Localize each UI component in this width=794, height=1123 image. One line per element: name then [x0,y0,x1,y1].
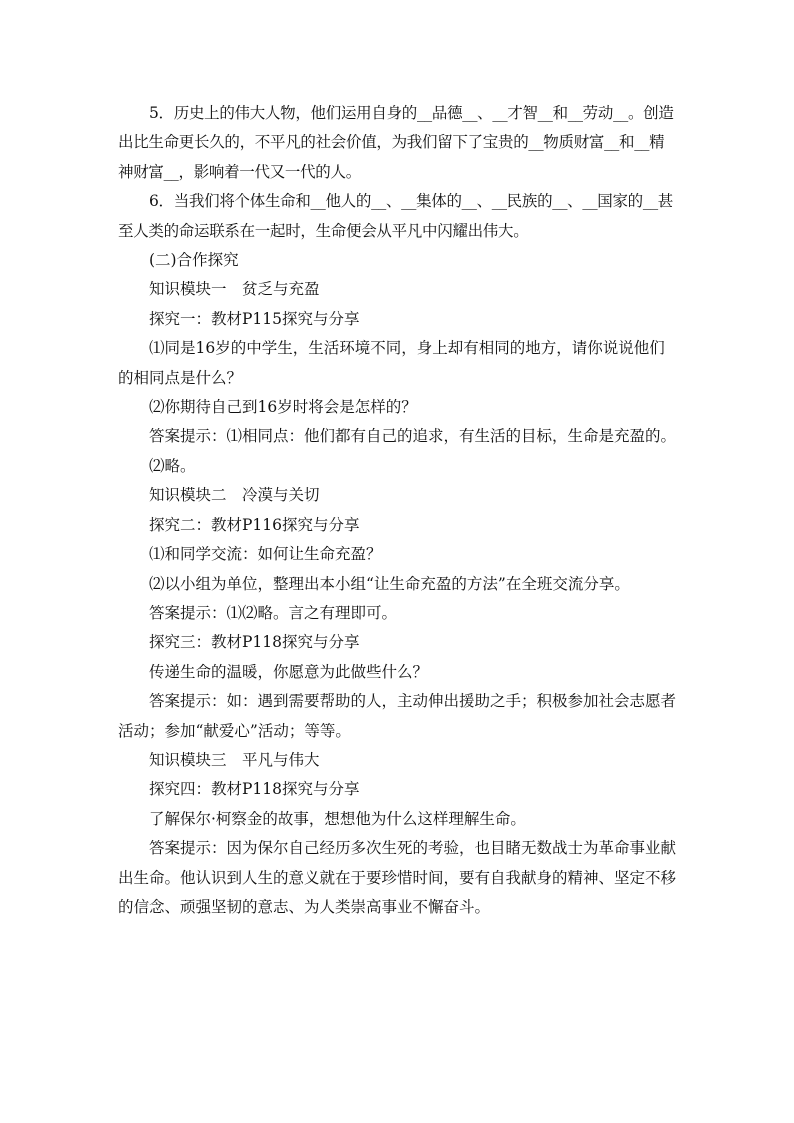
inquiry-3-question: 传递生命的温暖，你愿意为此做些什么？ [149,662,429,681]
inquiry-3-answer: 答案提示：如：遇到需要帮助的人，主动伸出援助之手；积极参加社会志愿者活动；参加“献爱心”活动；等等。 [118,692,677,740]
inquiry-3-title: 探究三：教材P118探究与分享 [149,633,360,652]
module-heading-3: 知识模块三 平凡与伟大 [149,750,320,769]
inquiry-4-question: 了解保尔·柯察金的故事，想想他为什么这样理解生命。 [149,809,526,828]
inquiry-2-title: 探究二：教材P116探究与分享 [149,515,360,534]
inquiry-2-question-1: ⑴和同学交流：如何让生命充盈？ [149,545,382,564]
module-heading-1: 知识模块一 贫乏与充盈 [149,280,320,299]
document-page [118,99,676,922]
section-heading-cooperative-inquiry: (二)合作探究 [149,251,239,270]
paragraph-5-historical-figures: 5．历史上的伟大人物，他们运用自身的__品德__、__才智__和__劳动__。创造出比生命更长久的，不平凡的社会价值，为我们留下了宝贵的__物质财富__和__精神财富__，影响着一代又一代的人。 [118,104,674,181]
inquiry-4-title: 探究四：教材P118探究与分享 [149,780,360,799]
inquiry-1-question-1: ⑴同是16岁的中学生，生活环境不同，身上却有相同的地方，请你说说他们的相同点是什么？ [118,339,665,387]
inquiry-1-question-2: ⑵你期待自己到16岁时将会是怎样的？ [149,398,417,417]
inquiry-1-answer-2: ⑵略。 [149,456,196,475]
inquiry-2-question-2: ⑵以小组为单位，整理出本小组“让生命充盈的方法”在全班交流分享。 [149,574,630,593]
inquiry-2-answer: 答案提示：⑴⑵略。言之有理即可。 [149,603,398,622]
inquiry-1-title: 探究一：教材P115探究与分享 [149,309,360,328]
inquiry-4-answer: 答案提示：因为保尔自己经历多次生死的考验，也目睹无数战士为革命事业献出生命。他认识到人生的意义就在于要珍惜时间，要有自我献身的精神、坚定不移的信念、顽强坚韧的意志、为人类崇高事业不懈奋斗。 [118,839,677,916]
module-heading-2: 知识模块二 冷漠与关切 [149,486,320,505]
paragraph-6-fate-connection: 6．当我们将个体生命和__他人的__、__集体的__、__民族的__、__国家的__甚至人类的命运联系在一起时，生命便会从平凡中闪耀出伟大。 [118,192,673,240]
inquiry-1-answer-1: 答案提示：⑴相同点：他们都有自己的追求，有生活的目标，生命是充盈的。 [149,427,677,446]
